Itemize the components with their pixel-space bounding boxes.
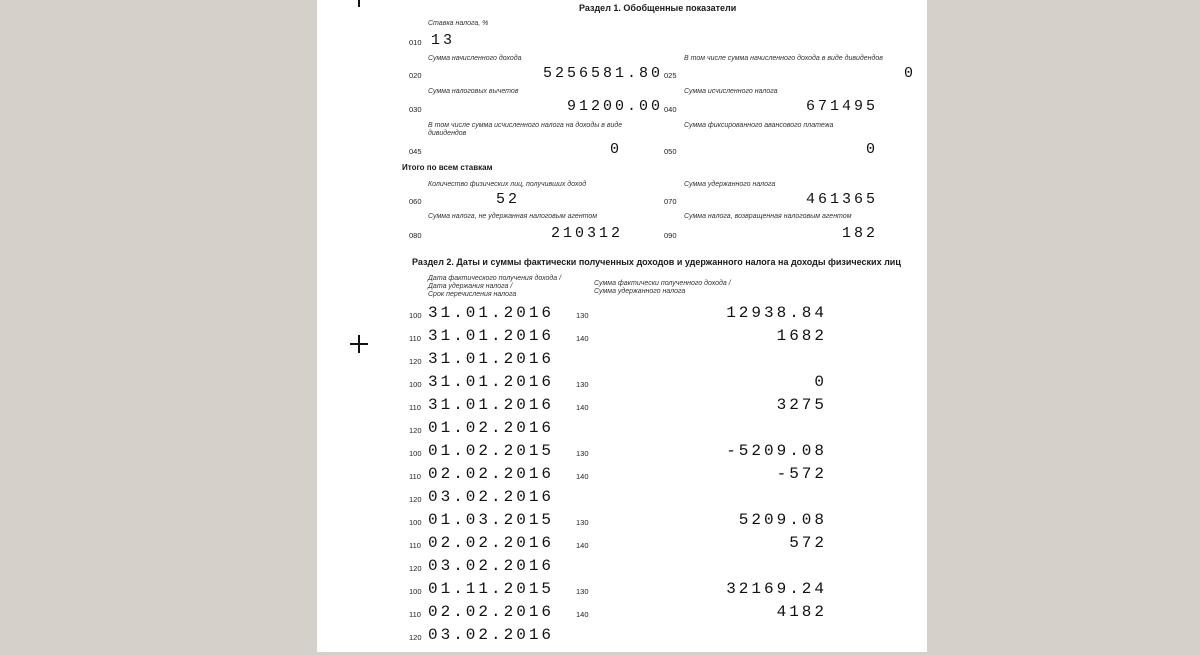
rate-label: Ставка налога, %: [428, 20, 489, 27]
row-amount: 1682: [776, 327, 827, 345]
row-code: 110: [409, 541, 421, 550]
row-code: 120: [409, 495, 422, 504]
registration-cross-icon: [350, 335, 368, 353]
f060-label: Количество физических лиц, получивших доход: [428, 181, 587, 188]
row-amount: 572: [789, 534, 827, 552]
f030-label: Сумма налоговых вычетов: [428, 88, 519, 95]
row-amount: 32169.24: [726, 580, 827, 598]
row-code: 100: [409, 518, 422, 527]
f040-label: Сумма исчисленного налога: [684, 88, 778, 95]
row-date: 03.02.2016: [428, 488, 555, 506]
row-amount: -572: [776, 465, 827, 483]
row-code: 110: [409, 334, 421, 343]
row-code: 110: [409, 472, 421, 481]
row-amount: 5209.08: [738, 511, 827, 529]
row-date: 01.02.2015: [428, 442, 555, 460]
row-amount: 12938.84: [726, 304, 827, 322]
row-code: 100: [409, 449, 422, 458]
row-code: 110: [409, 610, 421, 619]
row-date: 31.01.2016: [428, 327, 555, 345]
f050-code: 050: [664, 147, 677, 156]
f090-value: 182: [841, 225, 878, 242]
row-amount-code: 130: [576, 587, 589, 596]
row-code: 100: [409, 587, 422, 596]
row-date: 01.02.2016: [428, 419, 555, 437]
row-date: 03.02.2016: [428, 626, 555, 644]
f070-label: Сумма удержанного налога: [684, 181, 776, 188]
f020-value: 5256581.80: [542, 65, 663, 82]
left-header-line3: Срок перечисления налога: [428, 291, 517, 298]
right-header-line1: Сумма фактически полученного дохода /: [594, 280, 731, 287]
row-amount-code: 130: [576, 518, 589, 527]
f020-label: Сумма начисленного дохода: [428, 55, 522, 62]
f030-code: 030: [409, 105, 422, 114]
row-amount-code: 140: [576, 541, 589, 550]
row-date: 02.02.2016: [428, 603, 555, 621]
f070-value: 461365: [805, 191, 878, 208]
f050-label: Сумма фиксированного авансового платежа: [684, 122, 834, 129]
f090-code: 090: [664, 231, 677, 240]
row-amount: 0: [814, 373, 827, 391]
row-code: 100: [409, 380, 422, 389]
row-amount: 4182: [776, 603, 827, 621]
row-code: 120: [409, 564, 422, 573]
row-code: 120: [409, 357, 422, 366]
row-code: 120: [409, 426, 422, 435]
row-date: 31.01.2016: [428, 350, 555, 368]
row-date: 02.02.2016: [428, 534, 555, 552]
f025-code: 025: [664, 71, 677, 80]
f060-code: 060: [409, 197, 422, 206]
row-amount: -5209.08: [726, 442, 827, 460]
row-amount-code: 130: [576, 449, 589, 458]
row-amount-code: 140: [576, 472, 589, 481]
row-date: 01.03.2015: [428, 511, 555, 529]
row-amount-code: 140: [576, 403, 589, 412]
left-header-line1: Дата фактического получения дохода /: [428, 275, 562, 282]
f045-label-line1: В том числе сумма исчисленного налога на доходы в виде: [428, 122, 623, 129]
f080-value: 210312: [550, 225, 623, 242]
rate-value: 13: [431, 32, 456, 49]
f080-code: 080: [409, 231, 422, 240]
row-amount-code: 140: [576, 610, 589, 619]
row-code: 100: [409, 311, 422, 320]
f025-label: В том числе сумма начисленного дохода в виде дивидендов: [684, 55, 883, 62]
f045-label-line2: дивидендов: [428, 130, 467, 137]
f080-label: Сумма налога, не удержанная налоговым агентом: [428, 213, 598, 220]
f070-code: 070: [664, 197, 677, 206]
section1-title: Раздел 1. Обобщенные показатели: [579, 3, 737, 13]
f045-code: 045: [409, 147, 422, 156]
f025-value: 0: [903, 65, 916, 82]
f040-value: 671495: [805, 98, 878, 115]
f040-code: 040: [664, 105, 677, 114]
row-amount-code: 130: [576, 311, 589, 320]
row-date: 31.01.2016: [428, 396, 555, 414]
row-date: 31.01.2016: [428, 373, 555, 391]
row-code: 110: [409, 403, 421, 412]
row-amount-code: 140: [576, 334, 589, 343]
row-date: 02.02.2016: [428, 465, 555, 483]
row-code: 120: [409, 633, 422, 642]
row-amount-code: 130: [576, 380, 589, 389]
f050-value: 0: [865, 141, 878, 158]
rate-code: 010: [409, 38, 422, 47]
registration-cross-icon: [350, 0, 368, 7]
f090-label: Сумма налога, возвращенная налоговым агентом: [684, 213, 852, 220]
row-date: 31.01.2016: [428, 304, 555, 322]
row-amount: 3275: [776, 396, 827, 414]
section2-title: Раздел 2. Даты и суммы фактически полученных доходов и удержанного налога на доходы физических лиц: [412, 257, 901, 267]
left-header-line2: Дата удержания налога /: [428, 283, 513, 290]
f060-value: 52: [495, 191, 520, 208]
f045-value: 0: [609, 141, 622, 158]
right-header-line2: Сумма удержанного налога: [594, 288, 686, 295]
f020-code: 020: [409, 71, 422, 80]
totals-title: Итого по всем ставкам: [402, 163, 493, 172]
row-date: 03.02.2016: [428, 557, 555, 575]
f030-value: 91200.00: [566, 98, 663, 115]
row-date: 01.11.2015: [428, 580, 555, 598]
